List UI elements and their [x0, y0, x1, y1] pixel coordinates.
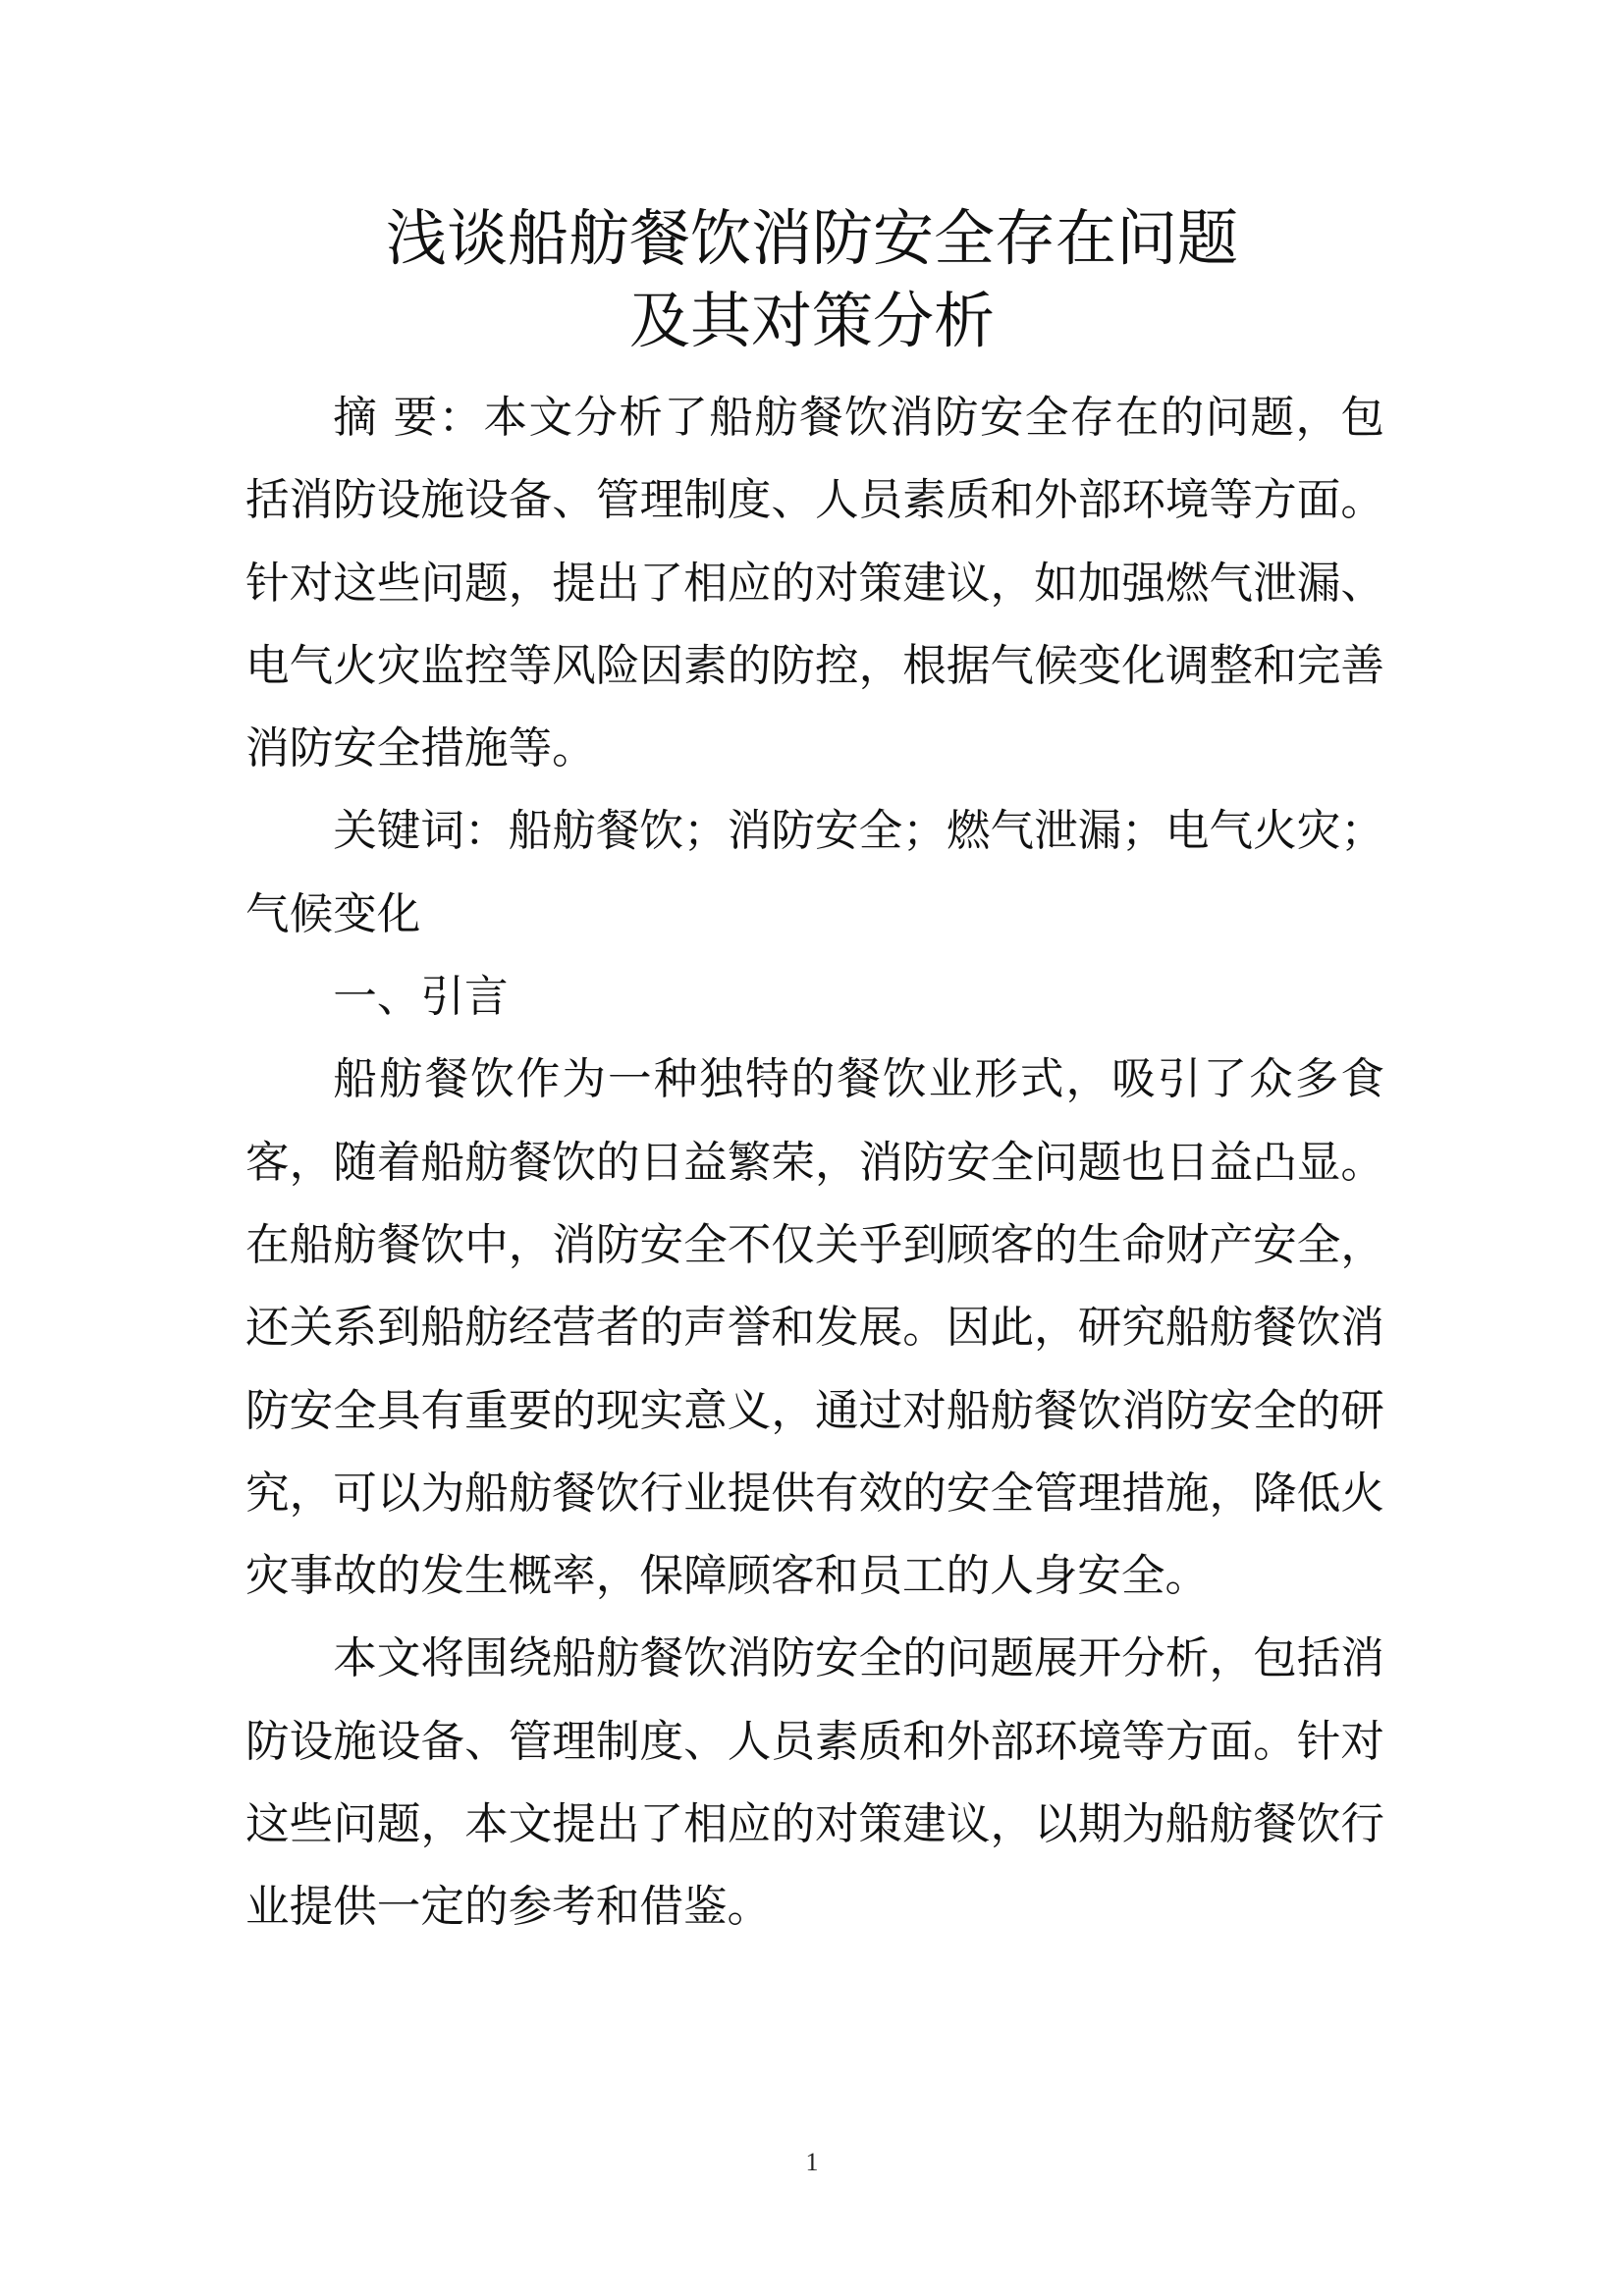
introduction-paragraph-2: 本文将围绕船舫餐饮消防安全的问题展开分析，包括消防设施设备、管理制度、人员素质和外部环境等方面。针对这些问题，本文提出了相应的对策建议，以期为船舫餐饮行业提供一定的参考和借鉴。 — [245, 1632, 1384, 1933]
abstract-paragraph: 摘 要：本文分析了船舫餐饮消防安全存在的问题，包括消防设施设备、管理制度、人员素质和外部环境等方面。针对这些问题，提出了相应的对策建议，如加强燃气泄漏、电气火灾监控等风险因素的防控，根据气候变化调整和完善消防安全措施等。 — [245, 392, 1384, 774]
page-number: 1 — [805, 2148, 819, 2176]
title-line-2: 及其对策分析 — [628, 285, 995, 356]
section-heading-introduction: 一、引言 — [333, 971, 509, 1023]
introduction-paragraph-1: 船舫餐饮作为一种独特的餐饮业形式，吸引了众多食客，随着船舫餐饮的日益繁荣，消防安全问题也日益凸显。在船舫餐饮中，消防安全不仅关乎到顾客的生命财产安全，还关系到船舫经营者的声誉和发展。因此，研究船舫餐饮消防安全具有重要的现实意义，通过对船舫餐饮消防安全的研究，可以为船舫餐饮行业提供有效的安全管理措施，降低火灾事故的发生概率，保障顾客和员工的人身安全。 — [245, 1053, 1384, 1602]
document-body — [245, 376, 1384, 1949]
title-line-1: 浅谈船舫餐饮消防安全存在问题 — [385, 202, 1238, 274]
keywords-paragraph: 关键词：船舫餐饮；消防安全；燃气泄漏；电气火灾；气候变化 — [245, 805, 1384, 939]
